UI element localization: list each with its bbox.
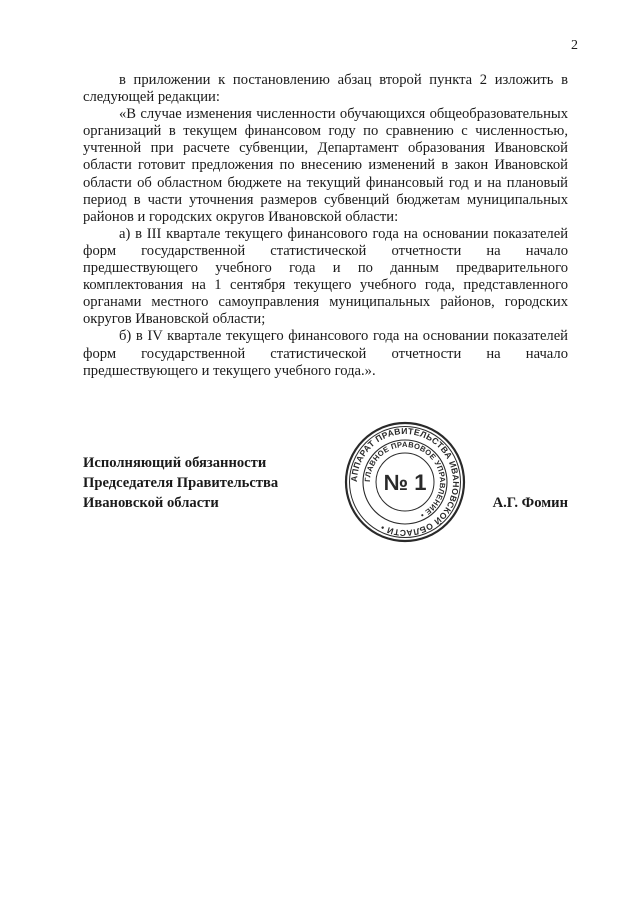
paragraph-item-a: а) в III квартале текущего финансового года на основании показателей форм государственной статистической отчетности на начало предшествующего учебного года и по данным предварительного комплектования на 1 сентября текущего учебного года, представленного органами местного самоуправления муниципальных районов, городских округов Ивановской области;: [83, 225, 568, 328]
paragraph-amendment: «В случае изменения численности обучающихся общеобразовательных организаций в текущем финансовом году по сравнению с численностью, учтенной при расчете субвенции, Департамент образования Ивановской области готовит предложения по внесению изменений в закон Ивановской области об областном бюджете на текущий финансовый год и на плановый период в части уточнения размеров субвенций бюджетам муниципальных районов и городских округов Ивановской области:: [83, 106, 568, 225]
paragraph-intro: в приложении к постановлению абзац второй пункта 2 изложить в следующей редакции:: [83, 72, 568, 106]
signer-position-line-2: Председателя Правительства: [83, 475, 279, 491]
document-body: [83, 72, 568, 380]
signer-name: А.Г. Фомин: [492, 495, 568, 511]
official-stamp-seal: [343, 420, 467, 544]
signature-block: [83, 425, 568, 573]
stamp-seal-graphic: [343, 420, 467, 544]
stamp-number: № 1: [383, 470, 427, 495]
paragraph-item-b: б) в IV квартале текущего финансового года на основании показателей форм государственной статистической отчетности на начало предшествующего и текущего учебного года.».: [83, 328, 568, 379]
stamp-outer-text: АППАРАТ ПРАВИТЕЛЬСТВА ИВАНОВСКОЙ ОБЛАСТИ •: [348, 425, 462, 539]
page-number: 2: [571, 38, 578, 53]
signer-position-line-3: Ивановской области: [83, 495, 219, 511]
signer-position-line-1: Исполняющий обязанности: [83, 455, 267, 471]
signer-position: [83, 453, 278, 513]
stamp-inner-text: ГЛАВНОЕ ПРАВОВОЕ УПРАВЛЕНИЕ •: [362, 439, 448, 520]
